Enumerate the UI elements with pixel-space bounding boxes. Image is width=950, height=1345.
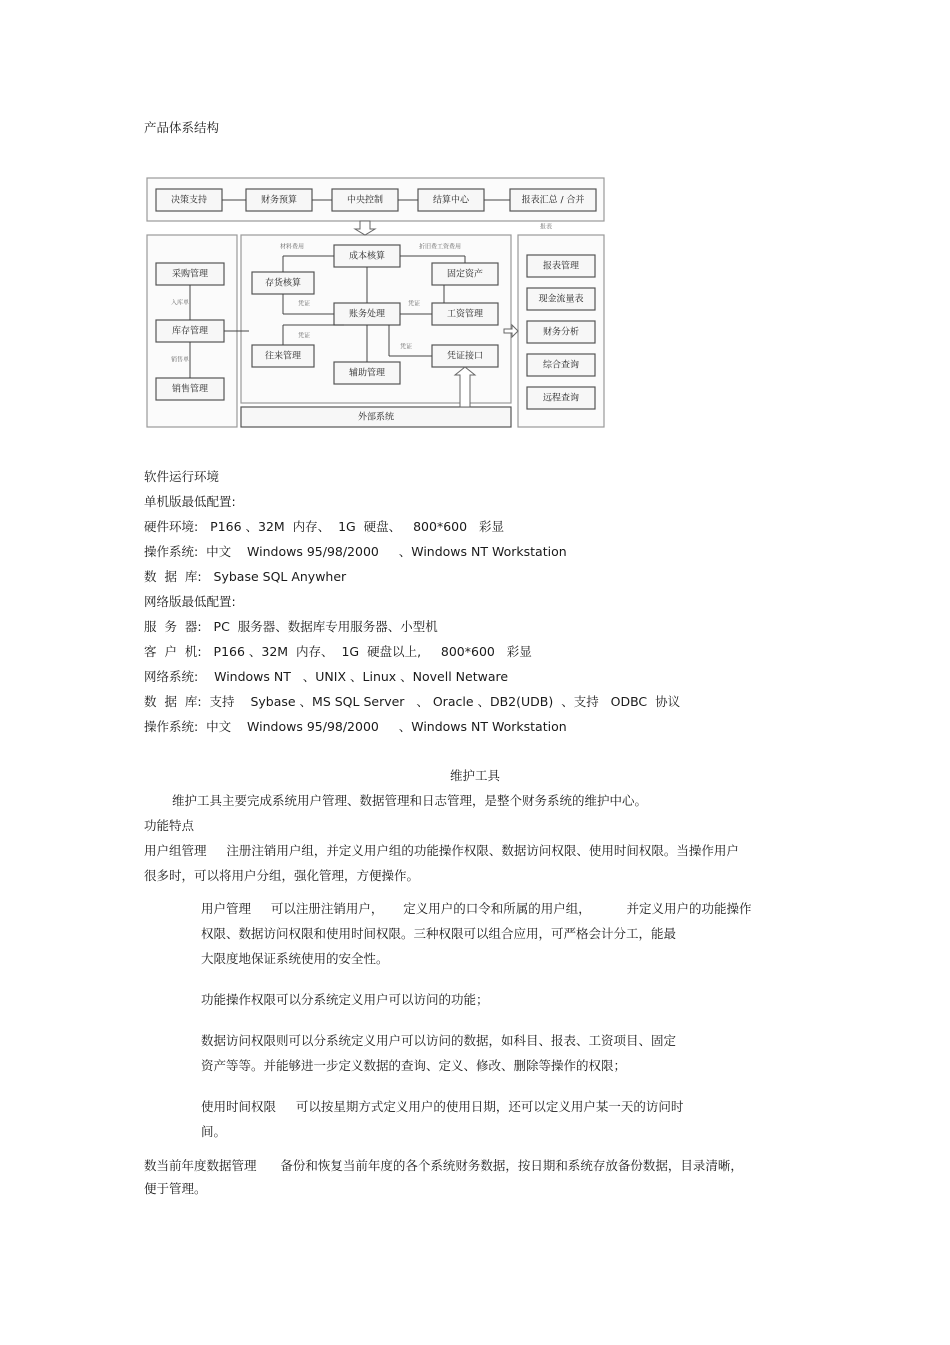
user-line-2: 权限、数据访问权限和使用时间权限。三种权限可以组合应用，可严格会计分工，能最 [201, 926, 677, 941]
year-line-2: 便于管理。 [144, 1181, 207, 1196]
time-line-2: 间。 [201, 1124, 227, 1139]
standalone-os: 操作系统: 中文 Windows 95/98/2000 、Windows NT Workstation [144, 544, 567, 559]
label-fixed-assets: 固定资产 [446, 269, 484, 280]
group-line-1: 用户组管理 注册注销用户组，并定义用户组的功能操作权限、数据访问权限、使用时间权限。当操作用户 [144, 843, 739, 858]
func-line: 功能操作权限可以分系统定义用户可以访问的功能； [201, 992, 489, 1007]
user-line-3: 大限度地保证系统使用的安全性。 [201, 951, 389, 966]
label-general-query: 综合查询 [542, 360, 580, 371]
network-os: 操作系统: 中文 Windows 95/98/2000 、Windows NT Workstation [144, 719, 567, 734]
heading-maintenance-tools: 维护工具 [449, 768, 500, 783]
data-line-1: 数据访问权限则可以分系统定义用户可以访问的数据，如科目、报表、工资项目、固定 [201, 1033, 677, 1048]
heading-features: 功能特点 [144, 818, 195, 833]
network-db: 数 据 库: 支持 Sybase 、MS SQL Server 、 Oracle 、DB2(UDB) 、支持 ODBC 协议 [144, 694, 681, 709]
standalone-hardware: 硬件环境: P166 、32M 内存、 1G 硬盘、 800*600 彩显 [144, 519, 504, 534]
label-central-control: 中央控制 [346, 195, 384, 206]
small-label-5: 凭证 [407, 300, 421, 308]
standalone-title: 单机版最低配置: [144, 494, 236, 509]
label-receivable: 往来管理 [264, 351, 302, 362]
top-row [156, 189, 596, 211]
network-server: 服 务 器: PC 服务器、数据库专用服务器、小型机 [144, 619, 438, 634]
label-payroll: 工资管理 [446, 309, 484, 320]
user-line-1: 用户管理 可以注册注销用户， 定义用户的口令和所属的用户组， 并定义用户的功能操作 [201, 901, 752, 916]
group-line-2: 很多时，可以将用户分组，强化管理，方便操作。 [144, 868, 420, 883]
year-line-1: 数当前年度数据管理 备份和恢复当前年度的各个系统财务数据，按日期和系统存放备份数据，目录清晰， [144, 1158, 743, 1173]
network-netos: 网络系统: Windows NT 、UNIX 、Linux 、Novell Netware [144, 669, 509, 684]
label-budget: 财务预算 [260, 195, 298, 206]
label-voucher-interface: 凭证接口 [446, 351, 484, 362]
small-label-6: 凭证 [297, 332, 311, 340]
label-ledger: 账务处理 [348, 309, 386, 320]
label-report-merge: 报表汇总 / 合并 [521, 195, 585, 206]
small-label-0: 入库单 [170, 299, 190, 307]
heading-runtime-env: 软件运行环境 [144, 469, 220, 484]
label-inventory-accounting: 存货核算 [264, 278, 302, 289]
external-system-label: 外部系统 [357, 412, 395, 423]
small-label-1: 销售单 [170, 356, 190, 364]
small-label-3: 折旧费工资费用 [418, 243, 462, 251]
small-label-4: 凭证 [297, 300, 311, 308]
network-title: 网络版最低配置: [144, 594, 236, 609]
label-cash-flow: 现金流量表 [538, 294, 584, 305]
label-auxiliary: 辅助管理 [348, 368, 386, 379]
label-remote-query: 远程查询 [542, 393, 580, 404]
label-sales: 销售管理 [171, 384, 209, 395]
network-client: 客 户 机: P166 、32M 内存、 1G 硬盘以上, 800*600 彩显 [144, 644, 532, 659]
label-settlement-center: 结算中心 [432, 195, 470, 206]
standalone-db: 数 据 库: Sybase SQL Anywher [144, 569, 347, 584]
label-purchase: 采购管理 [171, 269, 209, 280]
maintenance-intro: 维护工具主要完成系统用户管理、数据管理和日志管理，是整个财务系统的维护中心。 [172, 793, 648, 808]
label-cost: 成本核算 [348, 251, 386, 262]
data-line-2: 资产等等。并能够进一步定义数据的查询、定义、修改、删除等操作的权限； [201, 1058, 627, 1073]
heading-product-structure: 产品体系结构 [144, 120, 220, 135]
down-arrow [355, 221, 375, 235]
architecture-diagram [144, 175, 607, 433]
label-report-mgmt: 报表管理 [542, 261, 580, 272]
small-label-8: 报表 [539, 223, 553, 231]
label-decision-support: 决策支持 [170, 195, 208, 206]
label-stock: 库存管理 [171, 326, 209, 337]
label-financial-analysis: 财务分析 [542, 327, 580, 338]
small-label-7: 凭证 [399, 343, 413, 351]
time-line-1: 使用时间权限 可以按星期方式定义用户的使用日期，还可以定义用户某一天的访问时 [201, 1099, 684, 1114]
small-label-2: 材料费用 [279, 243, 305, 251]
